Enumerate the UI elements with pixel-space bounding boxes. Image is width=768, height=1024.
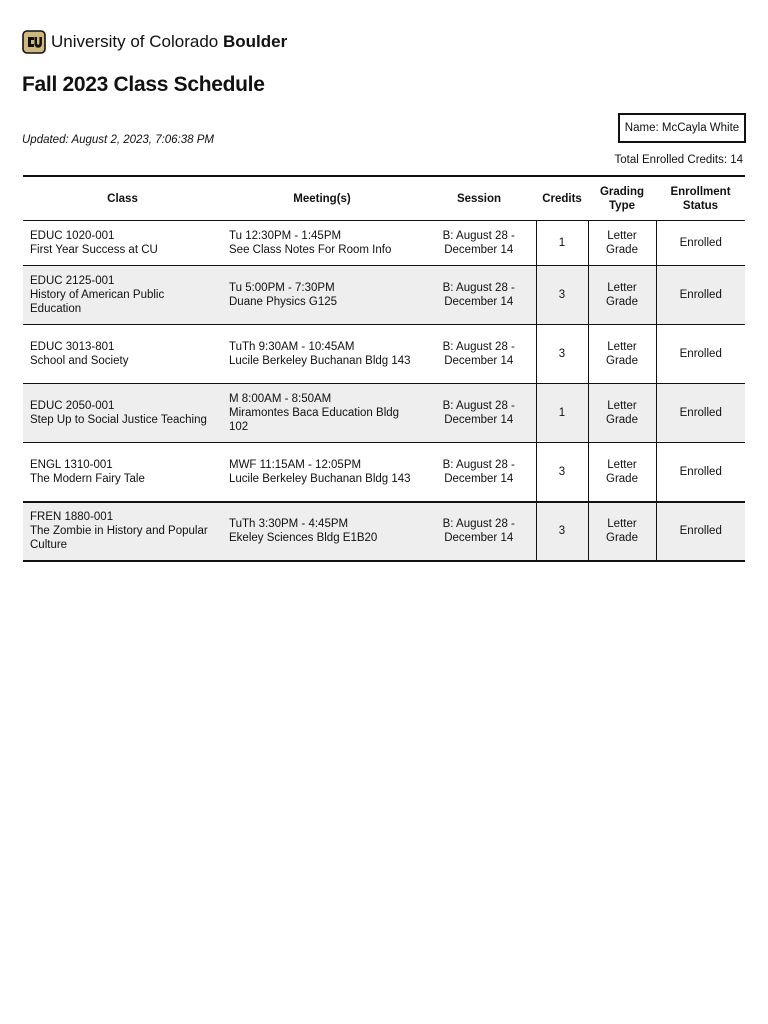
class-cell: [23, 325, 222, 384]
meeting-location: Ekeley Sciences Bldg E1B20: [229, 532, 378, 544]
grading-line-2: Grade: [606, 532, 638, 544]
grading-line-1: Letter: [607, 518, 637, 530]
cu-buffalo-logo-icon: [22, 30, 46, 54]
class-cell: [23, 266, 222, 325]
meeting-cell: [222, 325, 422, 384]
class-cell: [23, 221, 222, 266]
column-header-meetings: Meeting(s): [293, 192, 351, 205]
updated-timestamp: Updated: August 2, 2023, 7:06:38 PM: [22, 134, 215, 146]
enrollment-status-cell: Enrolled: [679, 407, 722, 419]
student-name-box: Name: McCayla White: [618, 113, 746, 143]
meeting-time: MWF 11:15AM - 12:05PM: [229, 458, 362, 471]
meeting-cell: [222, 221, 422, 266]
table-header-row: [23, 176, 745, 221]
course-title: The Modern Fairy Tale: [30, 472, 145, 485]
credits-cell: 3: [536, 502, 588, 561]
column-header-credits: Credits: [542, 192, 582, 205]
credits-cell: 1: [536, 221, 588, 266]
enrollment-status-cell: Enrolled: [679, 525, 722, 537]
class-cell: [23, 443, 222, 502]
course-title: The Zombie in History and Popular Culture: [30, 525, 208, 551]
session-start: B: August 28 -: [442, 458, 515, 471]
credits-cell: 3: [536, 325, 588, 384]
session-start: B: August 28 -: [442, 400, 515, 412]
session-end: December 14: [444, 414, 514, 426]
credits-cell: 3: [536, 443, 588, 502]
meeting-location: See Class Notes For Room Info: [229, 244, 392, 256]
course-title: Step Up to Social Justice Teaching: [30, 414, 207, 426]
grading-type-cell: [588, 443, 656, 502]
meeting-cell: [222, 443, 422, 502]
session-end: December 14: [444, 296, 514, 308]
enrollment-status-cell: Enrolled: [679, 348, 722, 360]
grading-line-2: Grade: [606, 355, 638, 367]
course-code: FREN 1880-001: [30, 511, 114, 523]
course-code: EDUC 3013-801: [30, 341, 115, 353]
session-start: B: August 28 -: [442, 230, 515, 242]
meeting-location: Lucile Berkeley Buchanan Bldg 143: [229, 355, 411, 367]
column-header-session: Session: [456, 192, 502, 205]
course-code: ENGL 1310-001: [30, 458, 113, 471]
meeting-cell: [222, 502, 422, 561]
grading-line-1: Letter: [607, 230, 637, 242]
session-start: B: August 28 -: [442, 282, 515, 294]
session-cell: [422, 221, 536, 266]
meeting-time: TuTh 9:30AM - 10:45AM: [229, 341, 355, 353]
class-cell: [23, 502, 222, 561]
session-cell: [422, 502, 536, 561]
meeting-time: Tu 5:00PM - 7:30PM: [229, 282, 335, 294]
course-code: EDUC 2050-001: [30, 400, 115, 412]
logo-wordmark: [51, 29, 287, 55]
column-header-class: Class: [107, 192, 138, 205]
grading-line-2: Grade: [606, 414, 638, 426]
column-header-grading-type: [588, 176, 656, 221]
session-end: December 14: [444, 532, 514, 544]
meeting-cell: [222, 266, 422, 325]
grading-line-2: Grade: [606, 472, 638, 485]
grading-type-cell: [588, 266, 656, 325]
session-end: December 14: [444, 355, 514, 367]
course-code: EDUC 1020-001: [30, 230, 115, 242]
enrollment-status-cell: Enrolled: [679, 465, 722, 478]
meeting-time: Tu 12:30PM - 1:45PM: [229, 230, 342, 242]
status-header-line-2: Status: [682, 199, 719, 212]
table-row: [23, 325, 745, 384]
column-header-enrollment-status: [656, 176, 745, 221]
meeting-location: Lucile Berkeley Buchanan Bldg 143: [229, 472, 411, 485]
logo-university-name: University of Colorado: [51, 32, 219, 51]
grading-header-line-1: Grading: [599, 185, 645, 198]
grading-type-cell: [588, 502, 656, 561]
session-end: December 14: [444, 472, 514, 485]
session-cell: [422, 384, 536, 443]
session-start: B: August 28 -: [442, 341, 515, 353]
session-cell: [422, 325, 536, 384]
course-title: School and Society: [30, 355, 129, 367]
credits-cell: 3: [536, 266, 588, 325]
class-schedule-table: [23, 175, 745, 562]
table-row: [23, 221, 745, 266]
grading-line-1: Letter: [607, 400, 637, 412]
total-enrolled-credits: Total Enrolled Credits: 14: [614, 154, 743, 166]
grading-line-2: Grade: [606, 244, 638, 256]
university-logo: [22, 29, 287, 55]
grading-line-1: Letter: [607, 341, 637, 353]
page-title: Fall 2023 Class Schedule: [22, 73, 265, 96]
course-title: History of American Public Education: [30, 289, 165, 315]
class-cell: [23, 384, 222, 443]
credits-cell: 1: [536, 384, 588, 443]
course-code: EDUC 2125-001: [30, 275, 115, 287]
meeting-cell: [222, 384, 422, 443]
logo-campus-name: Boulder: [222, 32, 288, 51]
session-start: B: August 28 -: [442, 518, 515, 530]
meeting-time: M 8:00AM - 8:50AM: [229, 393, 332, 405]
enrollment-status-cell: Enrolled: [679, 289, 722, 301]
meeting-location: Miramontes Baca Education Bldg 102: [229, 407, 400, 433]
table-row: [23, 502, 745, 561]
grading-type-cell: [588, 221, 656, 266]
grading-type-cell: [588, 384, 656, 443]
table-row: [23, 266, 745, 325]
enrollment-status-cell: Enrolled: [679, 237, 722, 249]
table-row: [23, 384, 745, 443]
meeting-location: Duane Physics G125: [229, 296, 338, 308]
grading-header-line-2: Type: [609, 199, 635, 212]
course-title: First Year Success at CU: [30, 244, 158, 256]
grading-line-1: Letter: [607, 282, 637, 294]
session-cell: [422, 266, 536, 325]
session-cell: [422, 443, 536, 502]
grading-type-cell: [588, 325, 656, 384]
grading-line-2: Grade: [606, 296, 638, 308]
table-row: [23, 443, 745, 502]
status-header-line-1: Enrollment: [670, 185, 731, 198]
meeting-time: TuTh 3:30PM - 4:45PM: [229, 518, 349, 530]
grading-line-1: Letter: [607, 458, 637, 471]
session-end: December 14: [444, 244, 514, 256]
